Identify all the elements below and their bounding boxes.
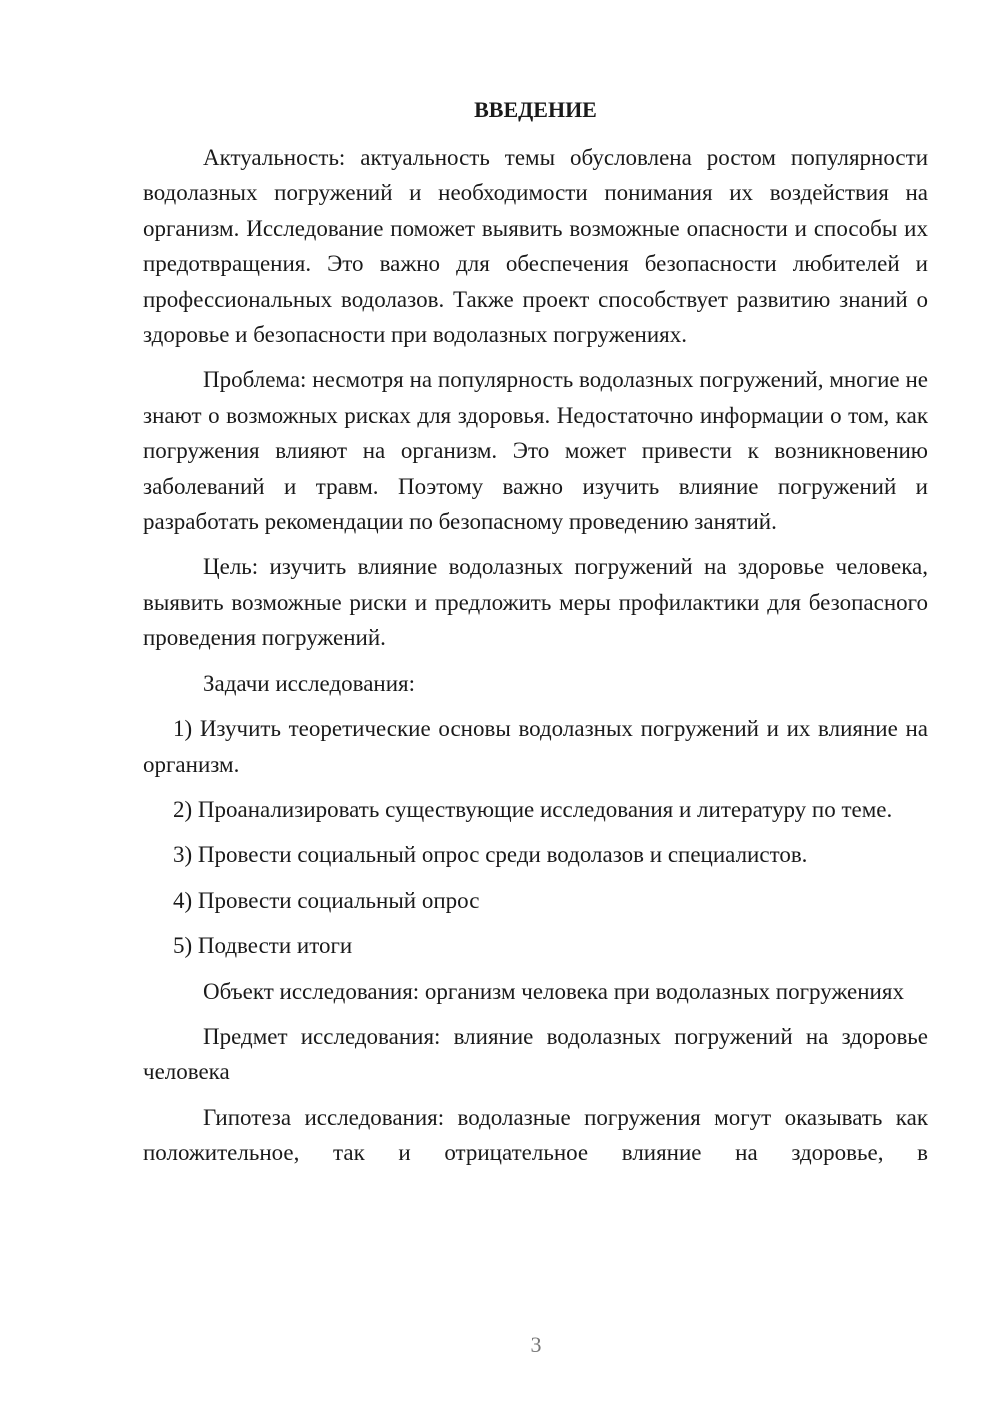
hypothesis-paragraph: Гипотеза исследования: водолазные погружения могут оказывать как положительное, так и отрицательное влияние на здоровье, в [143, 1104, 928, 1166]
subject-paragraph: Предмет исследования: влияние водолазных погружений на здоровье человека [143, 1023, 928, 1085]
tasks-heading: Задачи исследования: [203, 670, 416, 696]
section-title: ВВЕДЕНИЕ [474, 97, 597, 122]
page-content [143, 92, 928, 1181]
task-item-4: 4) Провести социальный опрос [173, 887, 480, 913]
goal-paragraph: Цель: изучить влияние водолазных погружений на здоровье человека, выявить возможные риски и предложить меры профилактики для безопасного проведения погружений. [143, 554, 928, 651]
problem-paragraph: Проблема: несмотря на популярность водолазных погружений, многие не знают о возможных рисках для здоровья. Недостаточно информации о том, как погружения влияют на организм. Это может привести к возникновению заболеваний и травм. Поэтому важно изучить влияние погружений и разработать рекомендации по безопасному проведению занятий. [143, 367, 928, 535]
relevance-paragraph: Актуальность: актуальность темы обусловлена ростом популярности водолазных погружений и необходимости понимания их воздействия на организм. Исследование поможет выявить возможные опасности и способы их предотвращения. Это важно для обеспечения безопасности любителей и профессиональных водолазов. Также проект способствует развитию знаний о здоровье и безопасности при водолазных погружениях. [143, 145, 928, 348]
object-paragraph: Объект исследования: организм человека при водолазных погружениях [203, 978, 904, 1004]
task-item-2: 2) Проанализировать существующие исследования и литературу по теме. [173, 796, 893, 822]
task-item-1: 1) Изучить теоретические основы водолазных погружений и их влияние на организм. [143, 716, 928, 777]
task-item-5: 5) Подвести итоги [173, 933, 353, 959]
page-number: 3 [530, 1332, 542, 1357]
task-item-3: 3) Провести социальный опрос среди водолазов и специалистов. [173, 842, 808, 868]
